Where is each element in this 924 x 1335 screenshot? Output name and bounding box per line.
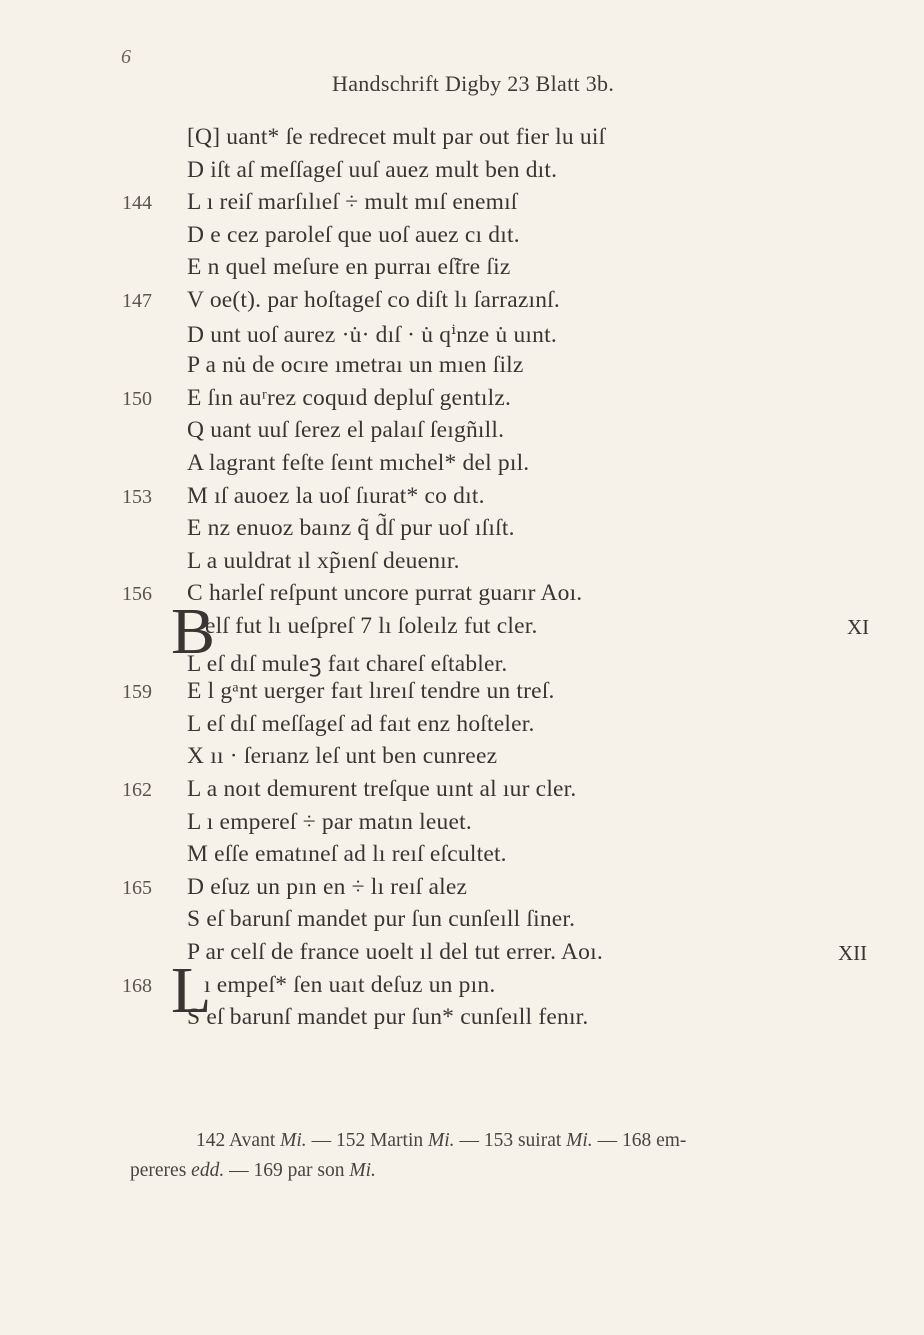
verse-line: [0, 711, 924, 743]
footnotes: [130, 1126, 890, 1186]
verse-text: V oe(t). par hoſtageſ co diſt lı ſarrazınſ.: [187, 287, 560, 313]
verse-line: [0, 515, 924, 547]
verse-text: E ſın auʳrez coquıd depluſ gentılz.: [187, 384, 512, 411]
line-number: 153: [122, 485, 152, 508]
footnote-text: 142 Avant: [196, 1130, 281, 1151]
verse-text: E n quel meſure en purraı eſ̃tre ſiz: [187, 254, 511, 281]
verse-line: [0, 580, 924, 612]
verse-line: [0, 939, 924, 971]
verse-line: [0, 417, 924, 449]
verse-line: [0, 287, 924, 319]
line-number: 156: [122, 583, 152, 606]
footnote-text: — 168 em-: [592, 1130, 687, 1151]
verse-text: M eſſe ematıneſ ad lı reıſ eſcultet.: [187, 841, 507, 868]
page-number: 6: [121, 46, 131, 68]
verse-line: [0, 906, 924, 938]
verse-text: L a noıt demurent treſque uınt al ıur cler.: [187, 776, 577, 802]
verse-text: A lagrant feſte ſeınt mıchel* del pıl.: [187, 450, 530, 476]
verse-line: [0, 776, 924, 808]
line-number: 159: [122, 681, 152, 704]
verse-text: L eſ dıſ meſſageſ ad faıt enz hoſteler.: [187, 710, 535, 737]
footnote-siglum: Mi.: [349, 1160, 376, 1181]
line-number: 147: [122, 290, 152, 312]
verse-text: P a nu̇ de ocıre ımetraı un mıen ſilz: [187, 352, 524, 379]
line-number: 165: [122, 876, 152, 899]
verse-text: S eſ barunſ mandet pur ſun* cunſeıll fenır.: [187, 1004, 589, 1031]
verse-text: E l gᵃnt uerger faıt lıreıſ tendre un treſ.: [187, 678, 555, 705]
footnote-siglum: Mi.: [566, 1130, 593, 1151]
verse-text: Q uant uuſ ſerez el palaıſ ſeıgñıll.: [187, 417, 505, 444]
footnote-text: — 169 par son: [224, 1160, 350, 1181]
verse-text: L ı reiſ marſılıeſ ÷ mult mıſ enemıſ: [187, 189, 518, 216]
verse-line: [0, 874, 924, 906]
verse-line: [0, 385, 924, 417]
verse-text: X ıı · ſerıanz leſ unt ben cunreez: [187, 743, 498, 770]
verse-line: [0, 189, 924, 221]
verse-text: ı empeſ* ſen uaıt deſuz un pın.: [204, 971, 496, 998]
line-number: 162: [122, 779, 152, 801]
verse-text: C harleſ reſpunt uncore purrat guarır Aoı.: [187, 580, 583, 607]
verse-line: [0, 678, 924, 710]
verse-text: D e cez paroleſ que uoſ auez cı dıt.: [187, 221, 520, 248]
verse-line: [0, 548, 924, 580]
line-number: 150: [122, 387, 152, 410]
verse-line: [0, 320, 924, 352]
verse-text: elſ fut lı ueſpreſ 7 lı ſoleılz fut cler.: [205, 613, 538, 639]
running-head: Handschrift Digby 23 Blatt 3b.: [332, 71, 615, 96]
laisse-number: XI: [847, 615, 870, 639]
footnote-text: pereres: [130, 1160, 192, 1181]
verse-line: [0, 450, 924, 482]
verse-text: M ıſ auoez la uoſ ſıurat* co dıt.: [187, 482, 485, 509]
verse-text: L a uuldrat ıl xp̃ıenſ deuenır.: [187, 547, 460, 574]
footnote-siglum: Mi.: [280, 1130, 307, 1151]
drop-cap-initial: L: [171, 953, 212, 1027]
verse-line: [0, 352, 924, 384]
footnote-text: — 153 suirat: [454, 1130, 567, 1151]
laisse-number: XII: [838, 941, 868, 965]
verse-text: D unt uoſ aurez ·u̇· dıſ · u̇ qⁱnze u̇ uınt.: [187, 321, 557, 348]
verse-text: [Q] uant* ſe redrecet mult par out fier lu uiſ: [187, 124, 606, 150]
verse-text: L ı empereſ ÷ par matın leuet.: [187, 808, 472, 835]
line-number: 168: [122, 974, 152, 997]
verse-text: E nz enuoz baınz q̃ d̃ſ pur uoſ ıſıſt.: [187, 515, 515, 542]
verse-line: [0, 254, 924, 286]
verse-line: [0, 483, 924, 515]
verse-text: S eſ barunſ mandet pur ſun cunſeıll ſiner.: [187, 906, 576, 933]
footnote-siglum: edd.: [191, 1160, 225, 1181]
verse-text: D iſt aſ meſſageſ uuſ auez mult ben dıt.: [187, 156, 558, 183]
drop-cap-initial: B: [171, 595, 216, 668]
verse-line: [0, 841, 924, 873]
verse-line: [0, 1004, 924, 1036]
footnote-line-2: [130, 1156, 890, 1186]
footnote-text: — 152 Martin: [306, 1130, 429, 1151]
line-number: 144: [122, 192, 152, 215]
verse-line: [0, 157, 924, 189]
verse-text: L eſ dıſ muleꝫ faıt chareſ eſtabler.: [187, 650, 508, 677]
verse-line: [0, 124, 924, 156]
verse-text: P ar celſ de france uoelt ıl del tut errer. Aoı.: [187, 939, 603, 965]
footnote-siglum: Mi.: [428, 1130, 455, 1151]
verse-line: [0, 809, 924, 841]
verse-text: D eſuz un pın en ÷ lı reıſ alez: [187, 873, 468, 900]
verse-line: [0, 743, 924, 775]
footnote-line-1: [130, 1126, 890, 1156]
verse-line: [0, 646, 924, 678]
verse-line: [0, 222, 924, 254]
